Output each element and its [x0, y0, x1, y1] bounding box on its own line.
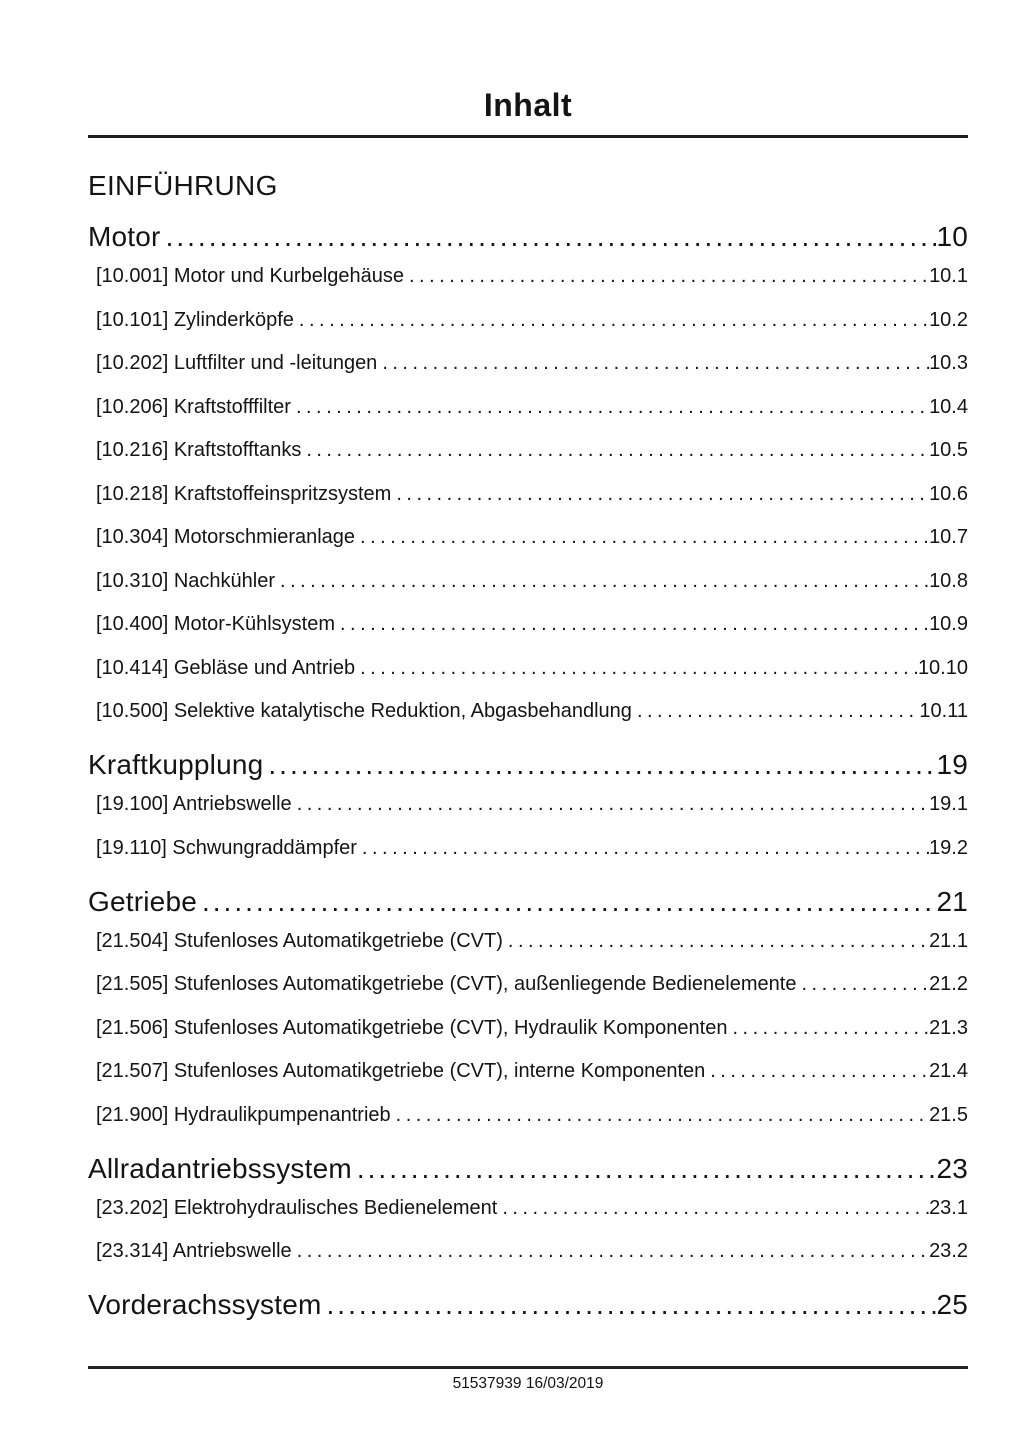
toc-entry-label: [19.110] Schwungraddämpfer	[96, 836, 357, 859]
toc-entry-page: 19.2	[929, 836, 968, 859]
dot-leader	[502, 1196, 929, 1220]
toc-entry-label: [10.414] Gebläse und Antrieb	[96, 656, 356, 679]
page-footer	[88, 1366, 968, 1393]
toc-entry-row	[96, 482, 968, 506]
dot-leader	[360, 656, 918, 680]
toc-entry-page: 10.2	[929, 308, 968, 331]
dot-leader	[508, 929, 929, 953]
toc-entry-row	[96, 836, 968, 860]
dot-leader	[299, 308, 929, 332]
toc-entry-label: [10.202] Luftfilter und -leitungen	[96, 352, 378, 374]
toc-entry-label: [21.504] Stufenloses Automatikgetriebe (CVT)	[96, 929, 503, 952]
toc-entry-label: [10.218] Kraftstoffeinspritzsystem	[96, 482, 392, 505]
toc-section-label: Kraftkupplung	[88, 749, 264, 780]
toc-entry-page: 10.9	[929, 613, 968, 635]
toc-entry-row	[96, 308, 968, 332]
toc-entry-page: 10.1	[929, 265, 968, 287]
dot-leader	[297, 1239, 929, 1263]
dot-leader	[409, 264, 929, 288]
toc-entry-label: [10.206] Kraftstofffilter	[96, 395, 291, 418]
toc-section-page: 21	[936, 885, 968, 917]
toc-section-page: 23	[936, 1152, 968, 1184]
toc-entry-row	[96, 395, 968, 419]
toc-entry-page: 10.7	[929, 526, 968, 548]
dot-leader	[396, 1103, 929, 1127]
toc-section-row	[88, 886, 968, 917]
toc-entry-row	[96, 972, 968, 996]
toc-entry-label: [10.304] Motorschmieranlage	[96, 526, 356, 548]
toc-entry-label: [10.001] Motor und Kurbelgehäuse	[96, 265, 404, 287]
dot-leader	[296, 395, 929, 419]
toc-entry-row	[96, 438, 968, 462]
toc-entry-label: [10.216] Kraftstofftanks	[96, 439, 302, 461]
dot-leader	[710, 1059, 929, 1083]
toc-entry-page: 21.4	[929, 1060, 968, 1082]
toc-section-label: Getriebe	[88, 885, 197, 917]
dot-leader	[360, 525, 929, 549]
toc-entry-row	[96, 1239, 968, 1263]
toc-entry-label: [10.101] Zylinderköpfe	[96, 308, 294, 331]
dot-leader	[801, 972, 929, 996]
toc-entry-row	[96, 656, 968, 680]
toc-entry-label: [10.500] Selektive katalytische Reduktion, Abgasbehandlung	[96, 700, 632, 722]
dot-leader	[340, 612, 929, 636]
dot-leader	[382, 351, 929, 375]
toc-section-row	[88, 749, 968, 780]
toc-entry-page: 21.1	[929, 929, 968, 952]
toc-entry-row	[96, 1103, 968, 1127]
footer-rule	[88, 1366, 968, 1369]
dot-leader	[166, 221, 937, 252]
toc-section-label: Allradantriebssystem	[88, 1152, 352, 1184]
toc-entry-label: [23.202] Elektrohydraulisches Bedienelement	[96, 1196, 498, 1219]
toc-entry-row	[96, 264, 968, 288]
toc-entry-row	[96, 351, 968, 375]
footer-text: 51537939 16/03/2019	[452, 1374, 604, 1392]
dot-leader	[732, 1016, 929, 1040]
toc-entry-row	[96, 1059, 968, 1083]
dot-leader	[306, 438, 929, 462]
toc-entry-page: 23.2	[929, 1240, 968, 1262]
toc-entry-page: 10.5	[929, 439, 968, 461]
toc-entry-page: 10.3	[929, 352, 968, 374]
dot-leader	[202, 886, 936, 917]
toc-section-page: 19	[936, 749, 968, 780]
toc-entry-page: 10.8	[929, 569, 968, 592]
toc-entry-row	[96, 1016, 968, 1040]
toc-entry-label: [10.400] Motor-Kühlsystem	[96, 613, 335, 635]
dot-leader	[297, 792, 929, 816]
toc-entry-page: 10.6	[929, 482, 968, 505]
dot-leader	[327, 1289, 937, 1320]
toc-section-label: Motor	[88, 221, 161, 252]
dot-leader	[396, 482, 929, 506]
toc-entry-page: 10.4	[929, 395, 968, 418]
toc-entry-row	[96, 699, 968, 723]
toc-entry-page: 10.11	[919, 700, 968, 722]
toc-entry-row	[96, 929, 968, 953]
toc-entry-row	[96, 525, 968, 549]
toc-entry-page: 23.1	[929, 1196, 968, 1219]
toc-section-page: 10	[936, 221, 968, 252]
toc-entry-label: [21.507] Stufenloses Automatikgetriebe (CVT), interne Komponenten	[96, 1060, 706, 1082]
toc-entry-page: 10.10	[917, 656, 968, 679]
toc-entry-label: [21.900] Hydraulikpumpenantrieb	[96, 1103, 391, 1126]
toc-entry-row	[96, 569, 968, 593]
dot-leader	[637, 699, 919, 723]
toc-section-row	[88, 1289, 968, 1320]
toc-entry-page: 21.5	[929, 1103, 968, 1126]
toc-entry-row	[96, 792, 968, 816]
toc-entry-label: [10.310] Nachkühler	[96, 569, 276, 592]
toc-section-row	[88, 221, 968, 252]
dot-leader	[362, 836, 929, 860]
toc-entry-page: 21.3	[929, 1016, 968, 1039]
toc-section-page: 25	[936, 1289, 968, 1320]
toc-entry-page: 21.2	[929, 973, 968, 995]
toc-entry-label: [19.100] Antriebswelle	[96, 793, 292, 815]
toc-entry-row	[96, 612, 968, 636]
dot-leader	[280, 569, 929, 593]
title-rule	[88, 135, 968, 138]
toc-intro-heading: EINFÜHRUNG	[88, 170, 278, 201]
dot-leader	[268, 749, 936, 780]
page-title: Inhalt	[483, 87, 573, 123]
toc-section-row	[88, 1153, 968, 1184]
dot-leader	[357, 1153, 937, 1184]
toc-section-label: Vorderachssystem	[88, 1289, 322, 1320]
toc-entry-label: [23.314] Antriebswelle	[96, 1240, 292, 1262]
toc-entry-row	[96, 1196, 968, 1220]
toc-entry-label: [21.505] Stufenloses Automatikgetriebe (CVT), außenliegende Bedienelemente	[96, 973, 797, 995]
toc-entry-label: [21.506] Stufenloses Automatikgetriebe (CVT), Hydraulik Komponenten	[96, 1016, 728, 1039]
toc-entry-page: 19.1	[929, 793, 968, 815]
